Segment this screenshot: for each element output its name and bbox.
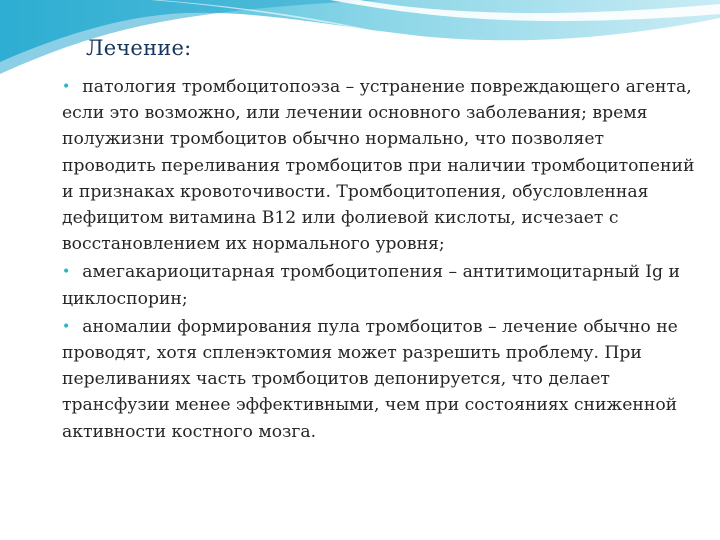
bullet-text-1: патология тромбоцитопоэза – устранение повреждающего агента, если это возможно, или лечении основного заболевания; время полужизни тромбоцитов обычно нормально, что позволяет проводить переливания тромбоцитов при наличии тромбоцитопений и признаках кровоточивости. Тромбоцитопения, обусловленная дефицитом витамина В12 или фолиевой кислоты, исчезает с восстановлением их нормального уровня;	[62, 77, 695, 255]
bullet-marker-icon: •	[62, 79, 71, 95]
slide-body	[62, 74, 702, 447]
bullet-marker-icon: •	[62, 264, 71, 281]
bullet-marker-icon: •	[62, 318, 71, 335]
bullet-item-3	[62, 314, 702, 445]
bullet-text-3: аномалии формирования пула тромбоцитов – лечение обычно не проводят, хотя спленэктомия может разрешить проблему. При переливаниях часть тромбоцитов депонируется, что делает трансфузии менее эффективными, чем при состояниях сниженной активности костного мозга.	[62, 316, 678, 442]
bullet-item-1	[62, 74, 702, 257]
bullet-item-2	[62, 259, 702, 311]
bullet-text-2: амегакариоцитарная тромбоцитопения – антитимоцитарный Ig и циклоспорин;	[62, 262, 680, 309]
slide-title: Лечение:	[86, 36, 192, 60]
